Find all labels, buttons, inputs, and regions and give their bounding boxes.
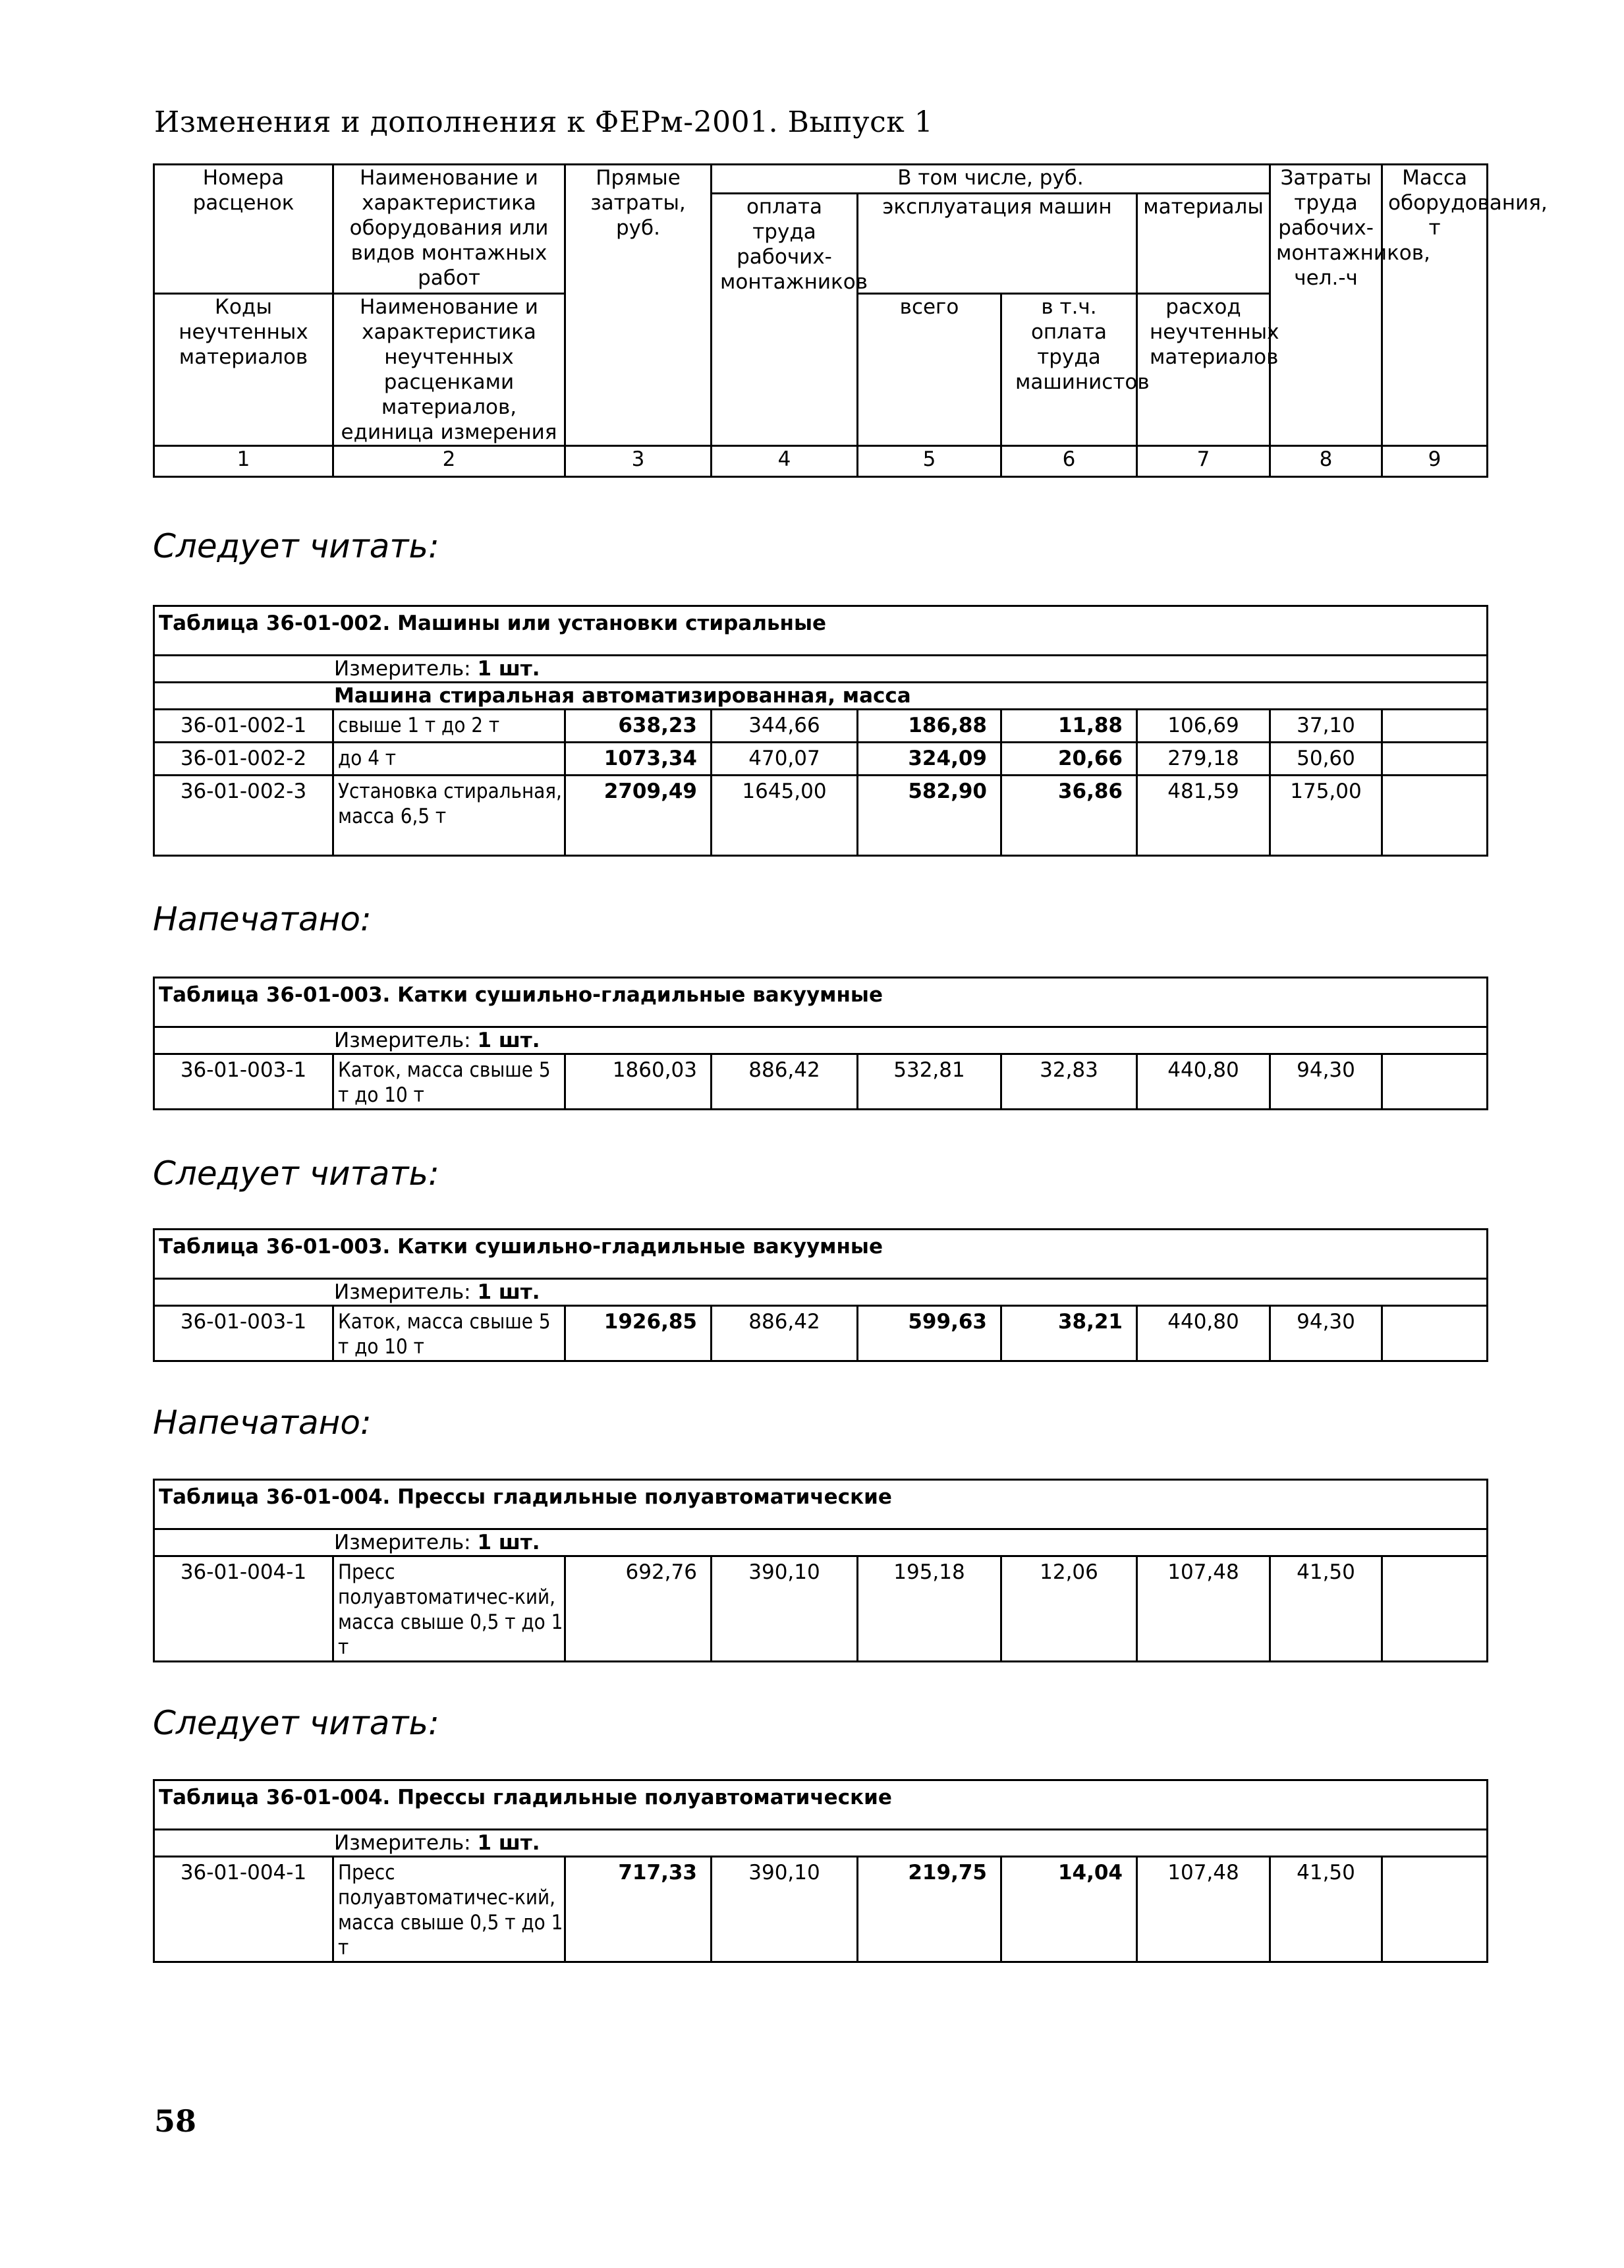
worker-wages: 344,66 xyxy=(712,710,858,743)
worker-wages: 886,42 xyxy=(712,1306,858,1361)
direct-costs: 1926,85 xyxy=(565,1306,712,1361)
labor-costs: 175,00 xyxy=(1270,776,1382,856)
measure-value: 1 шт. xyxy=(477,1029,540,1052)
equipment-mass xyxy=(1382,1306,1488,1361)
machinist-wages: 11,88 xyxy=(1001,710,1137,743)
direct-costs: 1073,34 xyxy=(565,743,712,776)
page-number: 58 xyxy=(154,2103,197,2139)
price-table xyxy=(153,977,1488,1110)
machines-total: 582,90 xyxy=(858,776,1001,856)
column-number: 4 xyxy=(712,446,858,477)
header-in-total: В том числе, руб. xyxy=(712,165,1270,194)
column-number: 3 xyxy=(565,446,712,477)
measure-value: 1 шт. xyxy=(477,1831,540,1855)
section-label-read-as: Следует читать: xyxy=(153,1154,439,1193)
rate-name: Каток, масса свыше 5 т до 10 т xyxy=(333,1054,565,1110)
materials: 107,48 xyxy=(1137,1857,1270,1962)
equipment-mass xyxy=(1382,1556,1488,1662)
rate-code: 36-01-002-1 xyxy=(154,710,333,743)
table-measure xyxy=(154,1279,1488,1306)
equipment-mass xyxy=(1382,743,1488,776)
header-equipment-mass: Масса оборудования, т xyxy=(1382,165,1488,446)
rate-name: Пресс полуавтоматичес-кий, масса свыше 0,5 т до 1 т xyxy=(333,1556,565,1662)
rate-code: 36-01-003-1 xyxy=(154,1054,333,1110)
price-table xyxy=(153,1479,1488,1662)
column-number: 5 xyxy=(858,446,1001,477)
table-group-heading: Машина стиральная автоматизированная, масса xyxy=(154,683,1488,710)
direct-costs: 692,76 xyxy=(565,1556,712,1662)
table-measure xyxy=(154,1830,1488,1857)
rate-name: до 4 т xyxy=(333,743,565,776)
column-number: 9 xyxy=(1382,446,1488,477)
rate-name: свыше 1 т до 2 т xyxy=(333,710,565,743)
header-labor-costs: Затраты труда рабочих-монтажников, чел.-ч xyxy=(1270,165,1382,446)
table-measure xyxy=(154,1027,1488,1054)
rate-code: 36-01-002-2 xyxy=(154,743,333,776)
table-measure xyxy=(154,1529,1488,1556)
machinist-wages: 12,06 xyxy=(1001,1556,1137,1662)
table-title: Таблица 36-01-004. Прессы гладильные полуавтоматические xyxy=(154,1480,1488,1529)
labor-costs: 37,10 xyxy=(1270,710,1382,743)
worker-wages: 1645,00 xyxy=(712,776,858,856)
table-row xyxy=(154,1054,1488,1110)
header-unaccounted-material-names: Наименование и характеристика неучтенных расценками материалов, единица измерения xyxy=(333,294,565,446)
worker-wages: 390,10 xyxy=(712,1857,858,1962)
header-equipment-name: Наименование и характеристика оборудования или видов монтажных работ xyxy=(333,165,565,294)
materials: 440,80 xyxy=(1137,1054,1270,1110)
machines-total: 599,63 xyxy=(858,1306,1001,1361)
table-row xyxy=(154,743,1488,776)
rate-code: 36-01-002-3 xyxy=(154,776,333,856)
rate-code: 36-01-004-1 xyxy=(154,1857,333,1962)
column-number: 7 xyxy=(1137,446,1270,477)
rate-name: Каток, масса свыше 5 т до 10 т xyxy=(333,1306,565,1361)
column-number: 8 xyxy=(1270,446,1382,477)
machinist-wages: 36,86 xyxy=(1001,776,1137,856)
materials: 107,48 xyxy=(1137,1556,1270,1662)
labor-costs: 41,50 xyxy=(1270,1556,1382,1662)
worker-wages: 886,42 xyxy=(712,1054,858,1110)
header-unaccounted-material-codes: Коды неучтенных материалов xyxy=(154,294,333,446)
section-label-printed: Напечатано: xyxy=(153,900,372,938)
table-row xyxy=(154,1857,1488,1962)
labor-costs: 94,30 xyxy=(1270,1306,1382,1361)
header-machine-operation: эксплуатация машин xyxy=(858,194,1137,294)
machines-total: 532,81 xyxy=(858,1054,1001,1110)
table-row xyxy=(154,1306,1488,1361)
machines-total: 186,88 xyxy=(858,710,1001,743)
table-title: Таблица 36-01-003. Катки сушильно-гладильные вакуумные xyxy=(154,978,1488,1027)
machinist-wages: 38,21 xyxy=(1001,1306,1137,1361)
measure-label: Измеритель: xyxy=(334,1029,471,1052)
header-material-consumption: расход неучтенных материалов xyxy=(1137,294,1270,446)
labor-costs: 41,50 xyxy=(1270,1857,1382,1962)
table-measure xyxy=(154,656,1488,683)
header-direct-costs: Прямые затраты, руб. xyxy=(565,165,712,446)
table-title: Таблица 36-01-004. Прессы гладильные полуавтоматические xyxy=(154,1780,1488,1830)
machines-total: 324,09 xyxy=(858,743,1001,776)
worker-wages: 390,10 xyxy=(712,1556,858,1662)
table-title: Таблица 36-01-002. Машины или установки стиральные xyxy=(154,606,1488,656)
column-number: 2 xyxy=(333,446,565,477)
machinist-wages: 32,83 xyxy=(1001,1054,1137,1110)
page-header: Изменения и дополнения к ФЕРм-2001. Выпуск 1 xyxy=(154,105,934,139)
materials: 106,69 xyxy=(1137,710,1270,743)
materials: 440,80 xyxy=(1137,1306,1270,1361)
price-table xyxy=(153,1228,1488,1362)
rate-code: 36-01-004-1 xyxy=(154,1556,333,1662)
section-label-read-as: Следует читать: xyxy=(153,1704,439,1742)
direct-costs: 638,23 xyxy=(565,710,712,743)
measure-label: Измеритель: xyxy=(334,657,471,681)
rate-name: Установка стиральная, масса 6,5 т xyxy=(333,776,565,856)
header-worker-wages: оплата труда рабочих-монтажников xyxy=(712,194,858,446)
machinist-wages: 14,04 xyxy=(1001,1857,1137,1962)
rate-name: Пресс полуавтоматичес-кий, масса свыше 0,5 т до 1 т xyxy=(333,1857,565,1962)
table-row xyxy=(154,1556,1488,1662)
measure-value: 1 шт. xyxy=(477,657,540,681)
direct-costs: 1860,03 xyxy=(565,1054,712,1110)
header-rate-numbers: Номера расценок xyxy=(154,165,333,294)
measure-label: Измеритель: xyxy=(334,1831,471,1855)
table-row xyxy=(154,776,1488,856)
direct-costs: 2709,49 xyxy=(565,776,712,856)
table-title: Таблица 36-01-003. Катки сушильно-гладильные вакуумные xyxy=(154,1230,1488,1279)
machines-total: 195,18 xyxy=(858,1556,1001,1662)
column-header-table xyxy=(153,163,1548,478)
equipment-mass xyxy=(1382,776,1488,856)
header-materials: материалы xyxy=(1137,194,1270,294)
column-number: 1 xyxy=(154,446,333,477)
price-table xyxy=(153,1779,1488,1963)
direct-costs: 717,33 xyxy=(565,1857,712,1962)
table-row xyxy=(154,710,1488,743)
column-number: 6 xyxy=(1001,446,1137,477)
measure-label: Измеритель: xyxy=(334,1280,471,1304)
machines-total: 219,75 xyxy=(858,1857,1001,1962)
measure-value: 1 шт. xyxy=(477,1280,540,1304)
worker-wages: 470,07 xyxy=(712,743,858,776)
machinist-wages: 20,66 xyxy=(1001,743,1137,776)
materials: 481,59 xyxy=(1137,776,1270,856)
header-machinist-wages: в т.ч. оплата труда машинистов xyxy=(1001,294,1137,446)
materials: 279,18 xyxy=(1137,743,1270,776)
header-machines-total: всего xyxy=(858,294,1001,446)
rate-code: 36-01-003-1 xyxy=(154,1306,333,1361)
price-table xyxy=(153,605,1488,857)
measure-value: 1 шт. xyxy=(477,1531,540,1554)
labor-costs: 94,30 xyxy=(1270,1054,1382,1110)
section-label-printed: Напечатано: xyxy=(153,1403,372,1442)
section-label-read-as: Следует читать: xyxy=(153,527,439,565)
equipment-mass xyxy=(1382,710,1488,743)
labor-costs: 50,60 xyxy=(1270,743,1382,776)
equipment-mass xyxy=(1382,1054,1488,1110)
equipment-mass xyxy=(1382,1857,1488,1962)
measure-label: Измеритель: xyxy=(334,1531,471,1554)
